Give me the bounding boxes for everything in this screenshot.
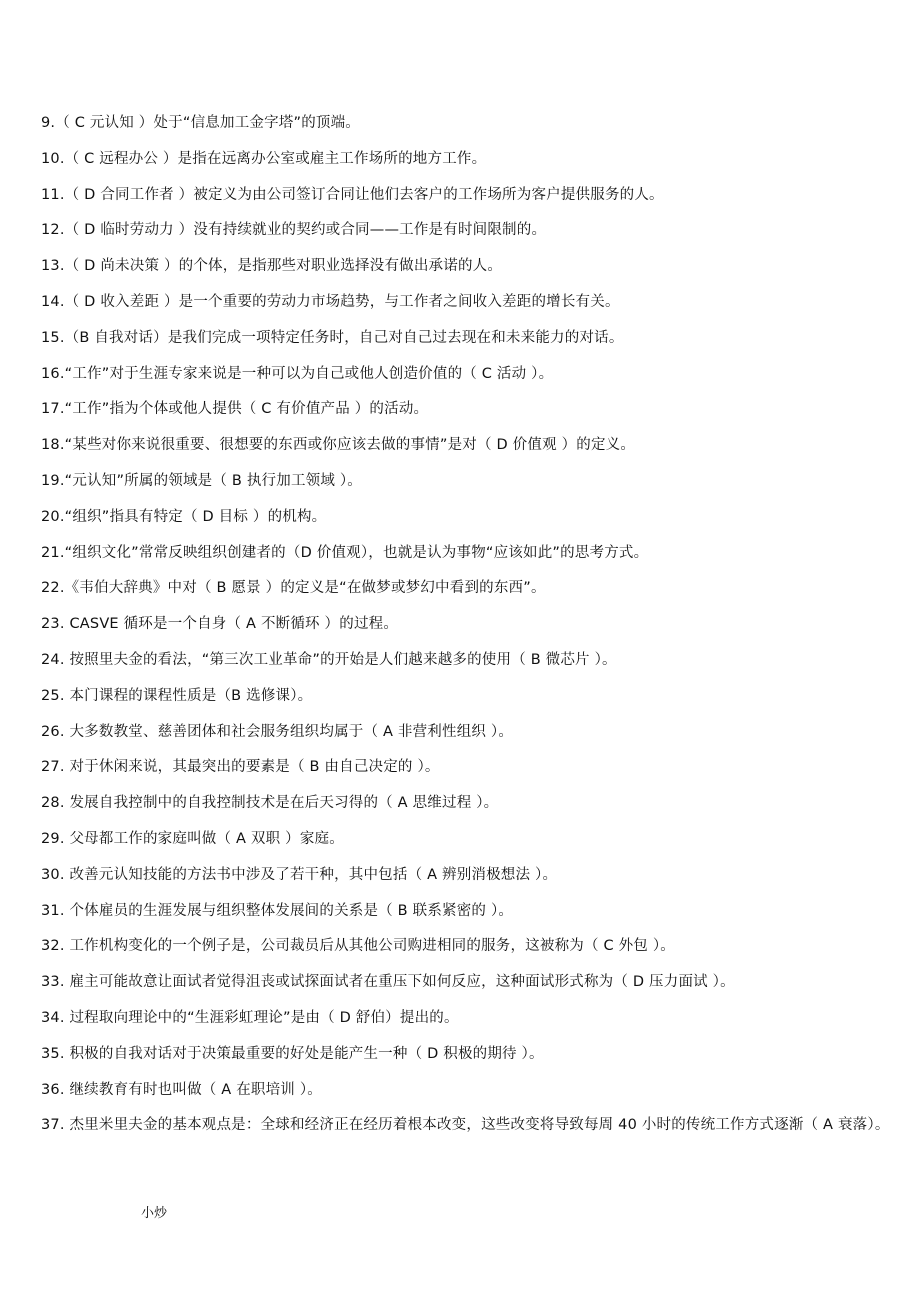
question-item: 13.（ D 尚未决策 ）的个体，是指那些对职业选择没有做出承诺的人。 [41, 258, 503, 275]
question-item: 9.（ C 元认知 ）处于“信息加工金字塔”的顶端。 [41, 115, 361, 131]
question-item: 19.“元认知”所属的领域是（ B 执行加工领域 ）。 [41, 472, 363, 489]
question-item: 35. 积极的自我对话对于决策最重要的好处是能产生一种（ D 积极的期待 ）。 [41, 1045, 544, 1062]
question-item: 26. 大多数教堂、慈善团体和社会服务组织均属于（ A 非营利性组织 ）。 [41, 723, 514, 740]
question-item: 25. 本门课程的课程性质是（B 选修课）。 [41, 687, 313, 704]
question-list [41, 112, 911, 1150]
question-item: 24. 按照里夫金的看法，“第三次工业革命”的开始是人们越来越多的使用（ B 微芯片 ）。 [41, 651, 617, 668]
question-item: 28. 发展自我控制中的自我控制技术是在后天习得的（ A 思维过程 ）。 [41, 795, 499, 812]
question-item: 12.（ D 临时劳动力 ）没有持续就业的契约或合同——工作是有时间限制的。 [41, 222, 547, 239]
question-item: 30. 改善元认知技能的方法书中涉及了若干种，其中包括（ A 辨别消极想法 ）。 [41, 866, 558, 883]
question-item: 27. 对于休闲来说，其最突出的要素是（ B 由自己决定的 ）。 [41, 759, 440, 776]
question-item: 31. 个体雇员的生涯发展与组织整体发展间的关系是（ B 联系紧密的 ）。 [41, 902, 514, 919]
question-item: 21.“组织文化”常常反映组织创建者的（D 价值观），也就是认为事物“应该如此”的思考方式。 [41, 544, 649, 561]
question-item: 22.《韦伯大辞典》中对（ B 愿景 ）的定义是“在做梦或梦幻中看到的东西”。 [41, 580, 546, 597]
question-item: 15.（B 自我对话）是我们完成一项特定任务时，自己对自己过去现在和未来能力的对话。 [41, 329, 624, 346]
question-item: 33. 雇主可能故意让面试者觉得沮丧或试探面试者在重压下如何反应，这种面试形式称为（ D 压力面试 ）。 [41, 974, 735, 991]
question-item: 23. CASVE 循环是一个自身（ A 不断循环 ）的过程。 [41, 616, 399, 633]
question-item: 20.“组织”指具有特定（ D 目标 ）的机构。 [41, 508, 327, 525]
question-item: 11.（ D 合同工作者 ）被定义为由公司签订合同让他们去客户的工作场所为客户提供服务的人。 [41, 186, 664, 203]
footer-note: 小炒 [141, 1206, 168, 1221]
question-item: 32. 工作机构变化的一个例子是，公司裁员后从其他公司购进相同的服务，这被称为（ C 外包 ）。 [41, 938, 675, 955]
question-item: 18.“某些对你来说很重要、很想要的东西或你应该去做的事情”是对（ D 价值观 ）的定义。 [41, 437, 636, 454]
question-item: 34. 过程取向理论中的“生涯彩虹理论”是由（ D 舒伯）提出的。 [41, 1009, 459, 1026]
question-item: 36. 继续教育有时也叫做（ A 在职培训 ）。 [41, 1081, 322, 1098]
question-item: 37. 杰里米里夫金的基本观点是：全球和经济正在经历着根本改变，这些改变将导致每周 40 小时的传统工作方式逐渐（ A 衰落）。 [41, 1117, 890, 1134]
question-item: 29. 父母都工作的家庭叫做（ A 双职 ）家庭。 [41, 830, 344, 847]
question-item: 10.（ C 远程办公 ）是指在远离办公室或雇主工作场所的地方工作。 [41, 150, 487, 167]
question-item: 14.（ D 收入差距 ）是一个重要的劳动力市场趋势，与工作者之间收入差距的增长有关。 [41, 293, 620, 310]
question-item: 16.“工作”对于生涯专家来说是一种可以为自己或他人创造价值的（ C 活动 ）。 [41, 365, 554, 382]
question-item: 17.“工作”指为个体或他人提供（ C 有价值产品 ）的活动。 [41, 401, 429, 418]
